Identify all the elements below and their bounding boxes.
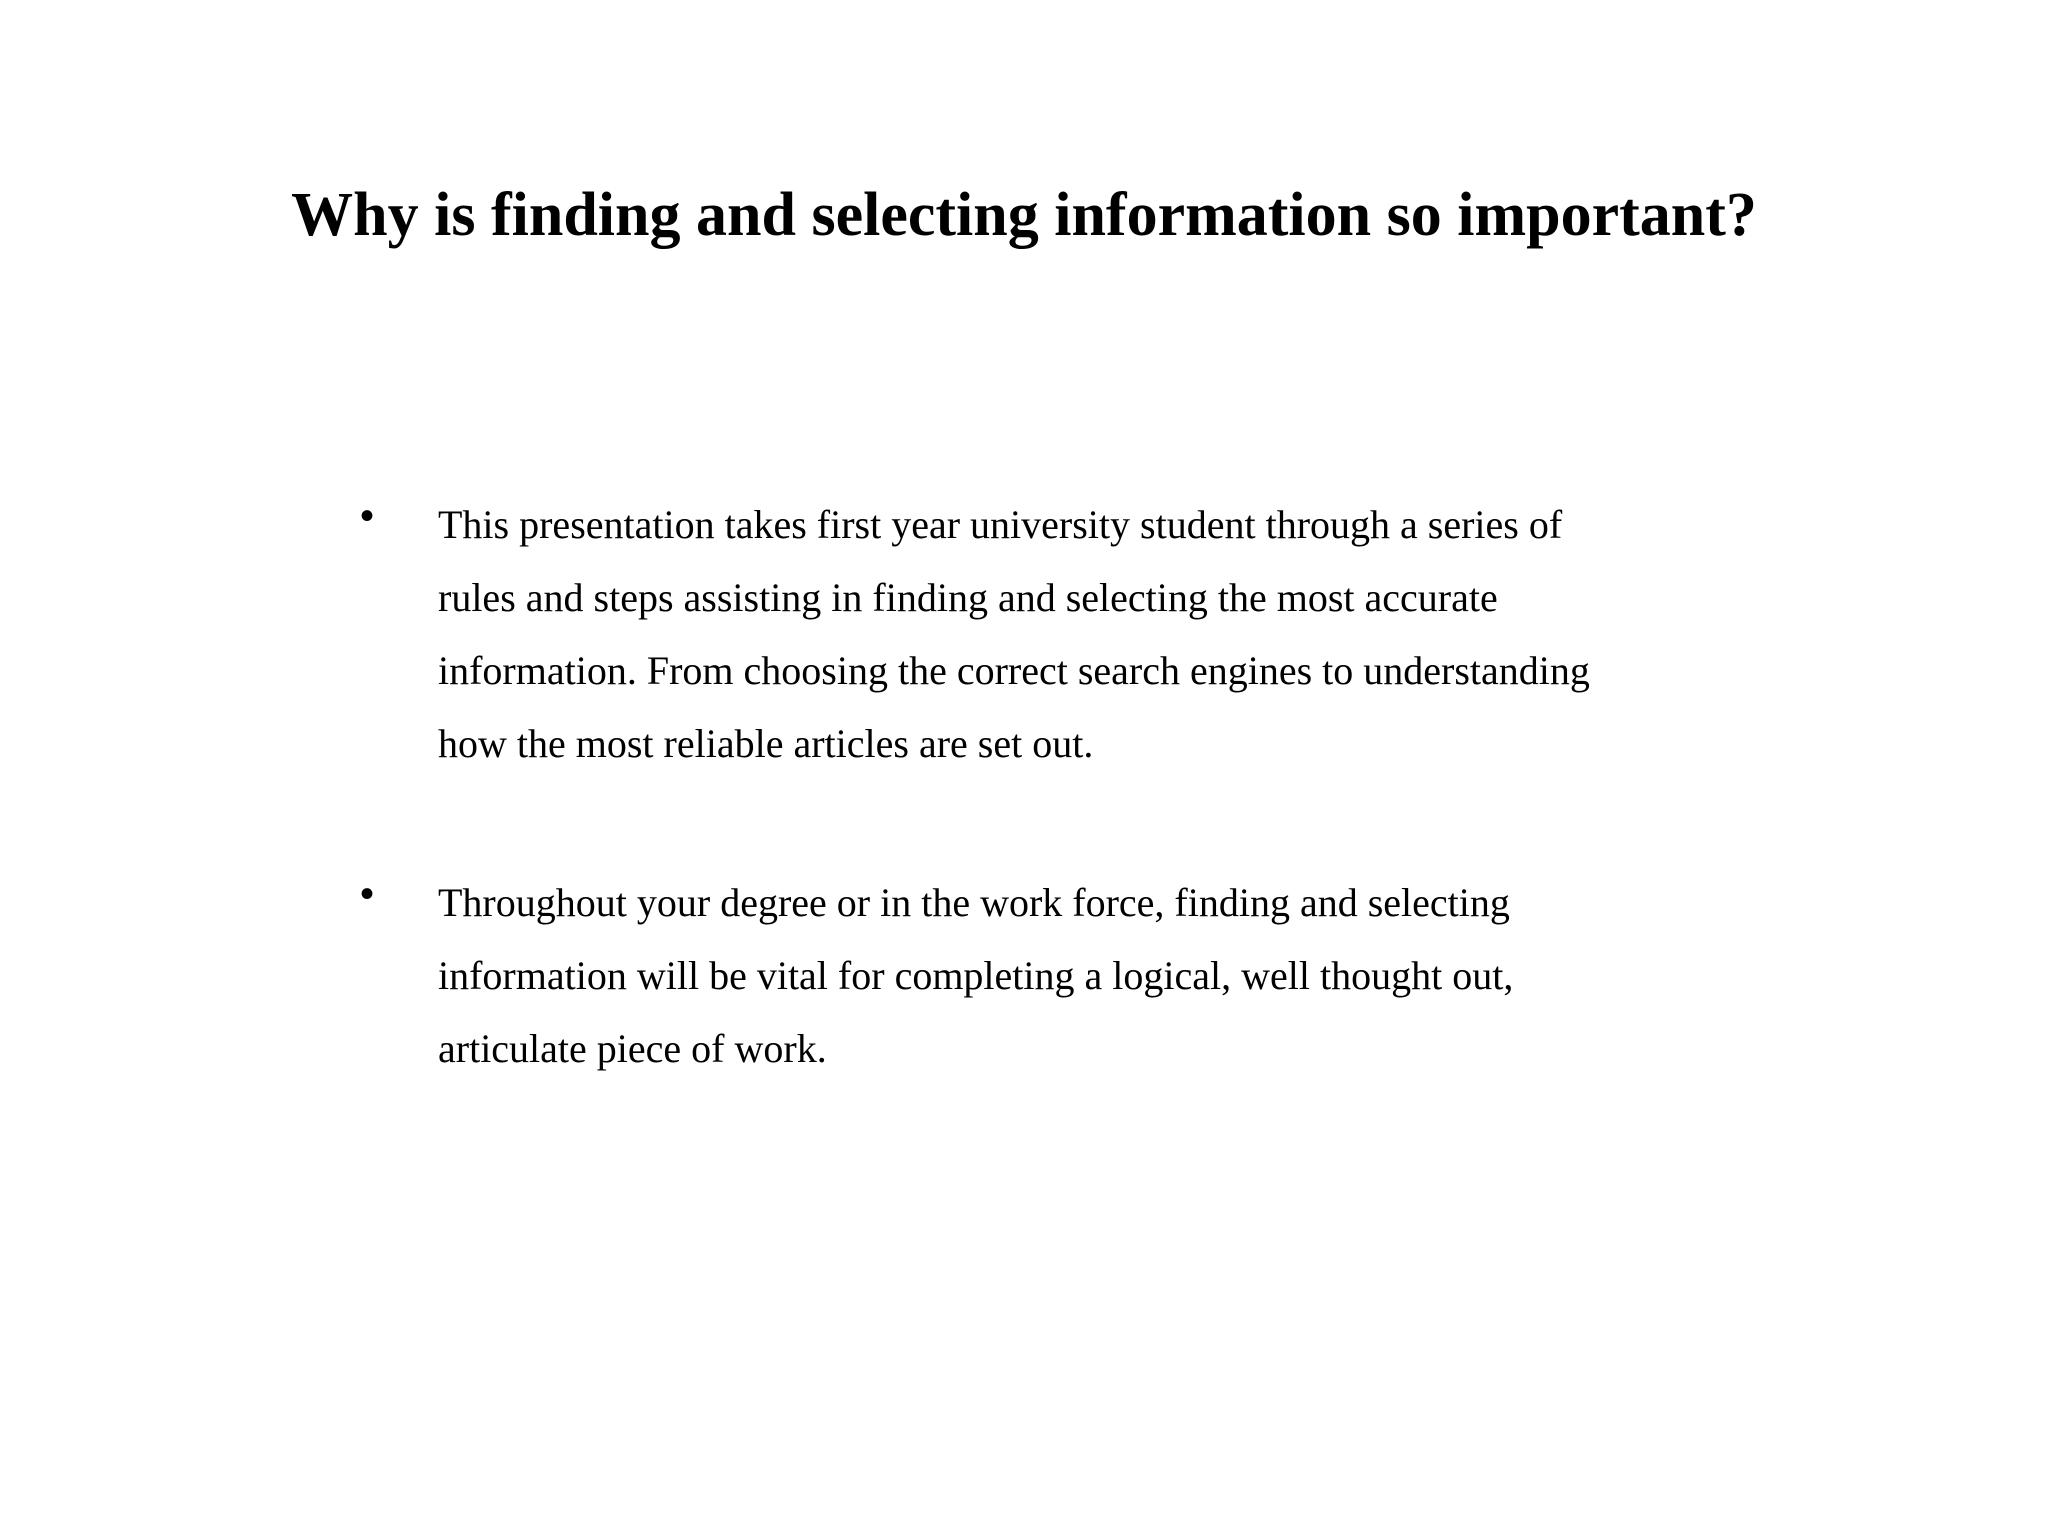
bullet-text: Throughout your degree or in the work force, finding and selecting information will be vital for completing a logical, well thought out, articulate piece of work. <box>438 880 1514 1071</box>
bullet-icon: • <box>360 494 375 538</box>
bullet-item <box>360 866 1650 1085</box>
bullet-icon: • <box>360 872 375 916</box>
bullet-item <box>360 488 1650 780</box>
bullet-text: This presentation takes first year university student through a series of rules and steps assisting in finding and selecting the most accurate information. From choosing the correct search engines to understanding how the most reliable articles are set out. <box>438 502 1590 766</box>
slide-title: Why is finding and selecting information so important? <box>291 181 1757 249</box>
